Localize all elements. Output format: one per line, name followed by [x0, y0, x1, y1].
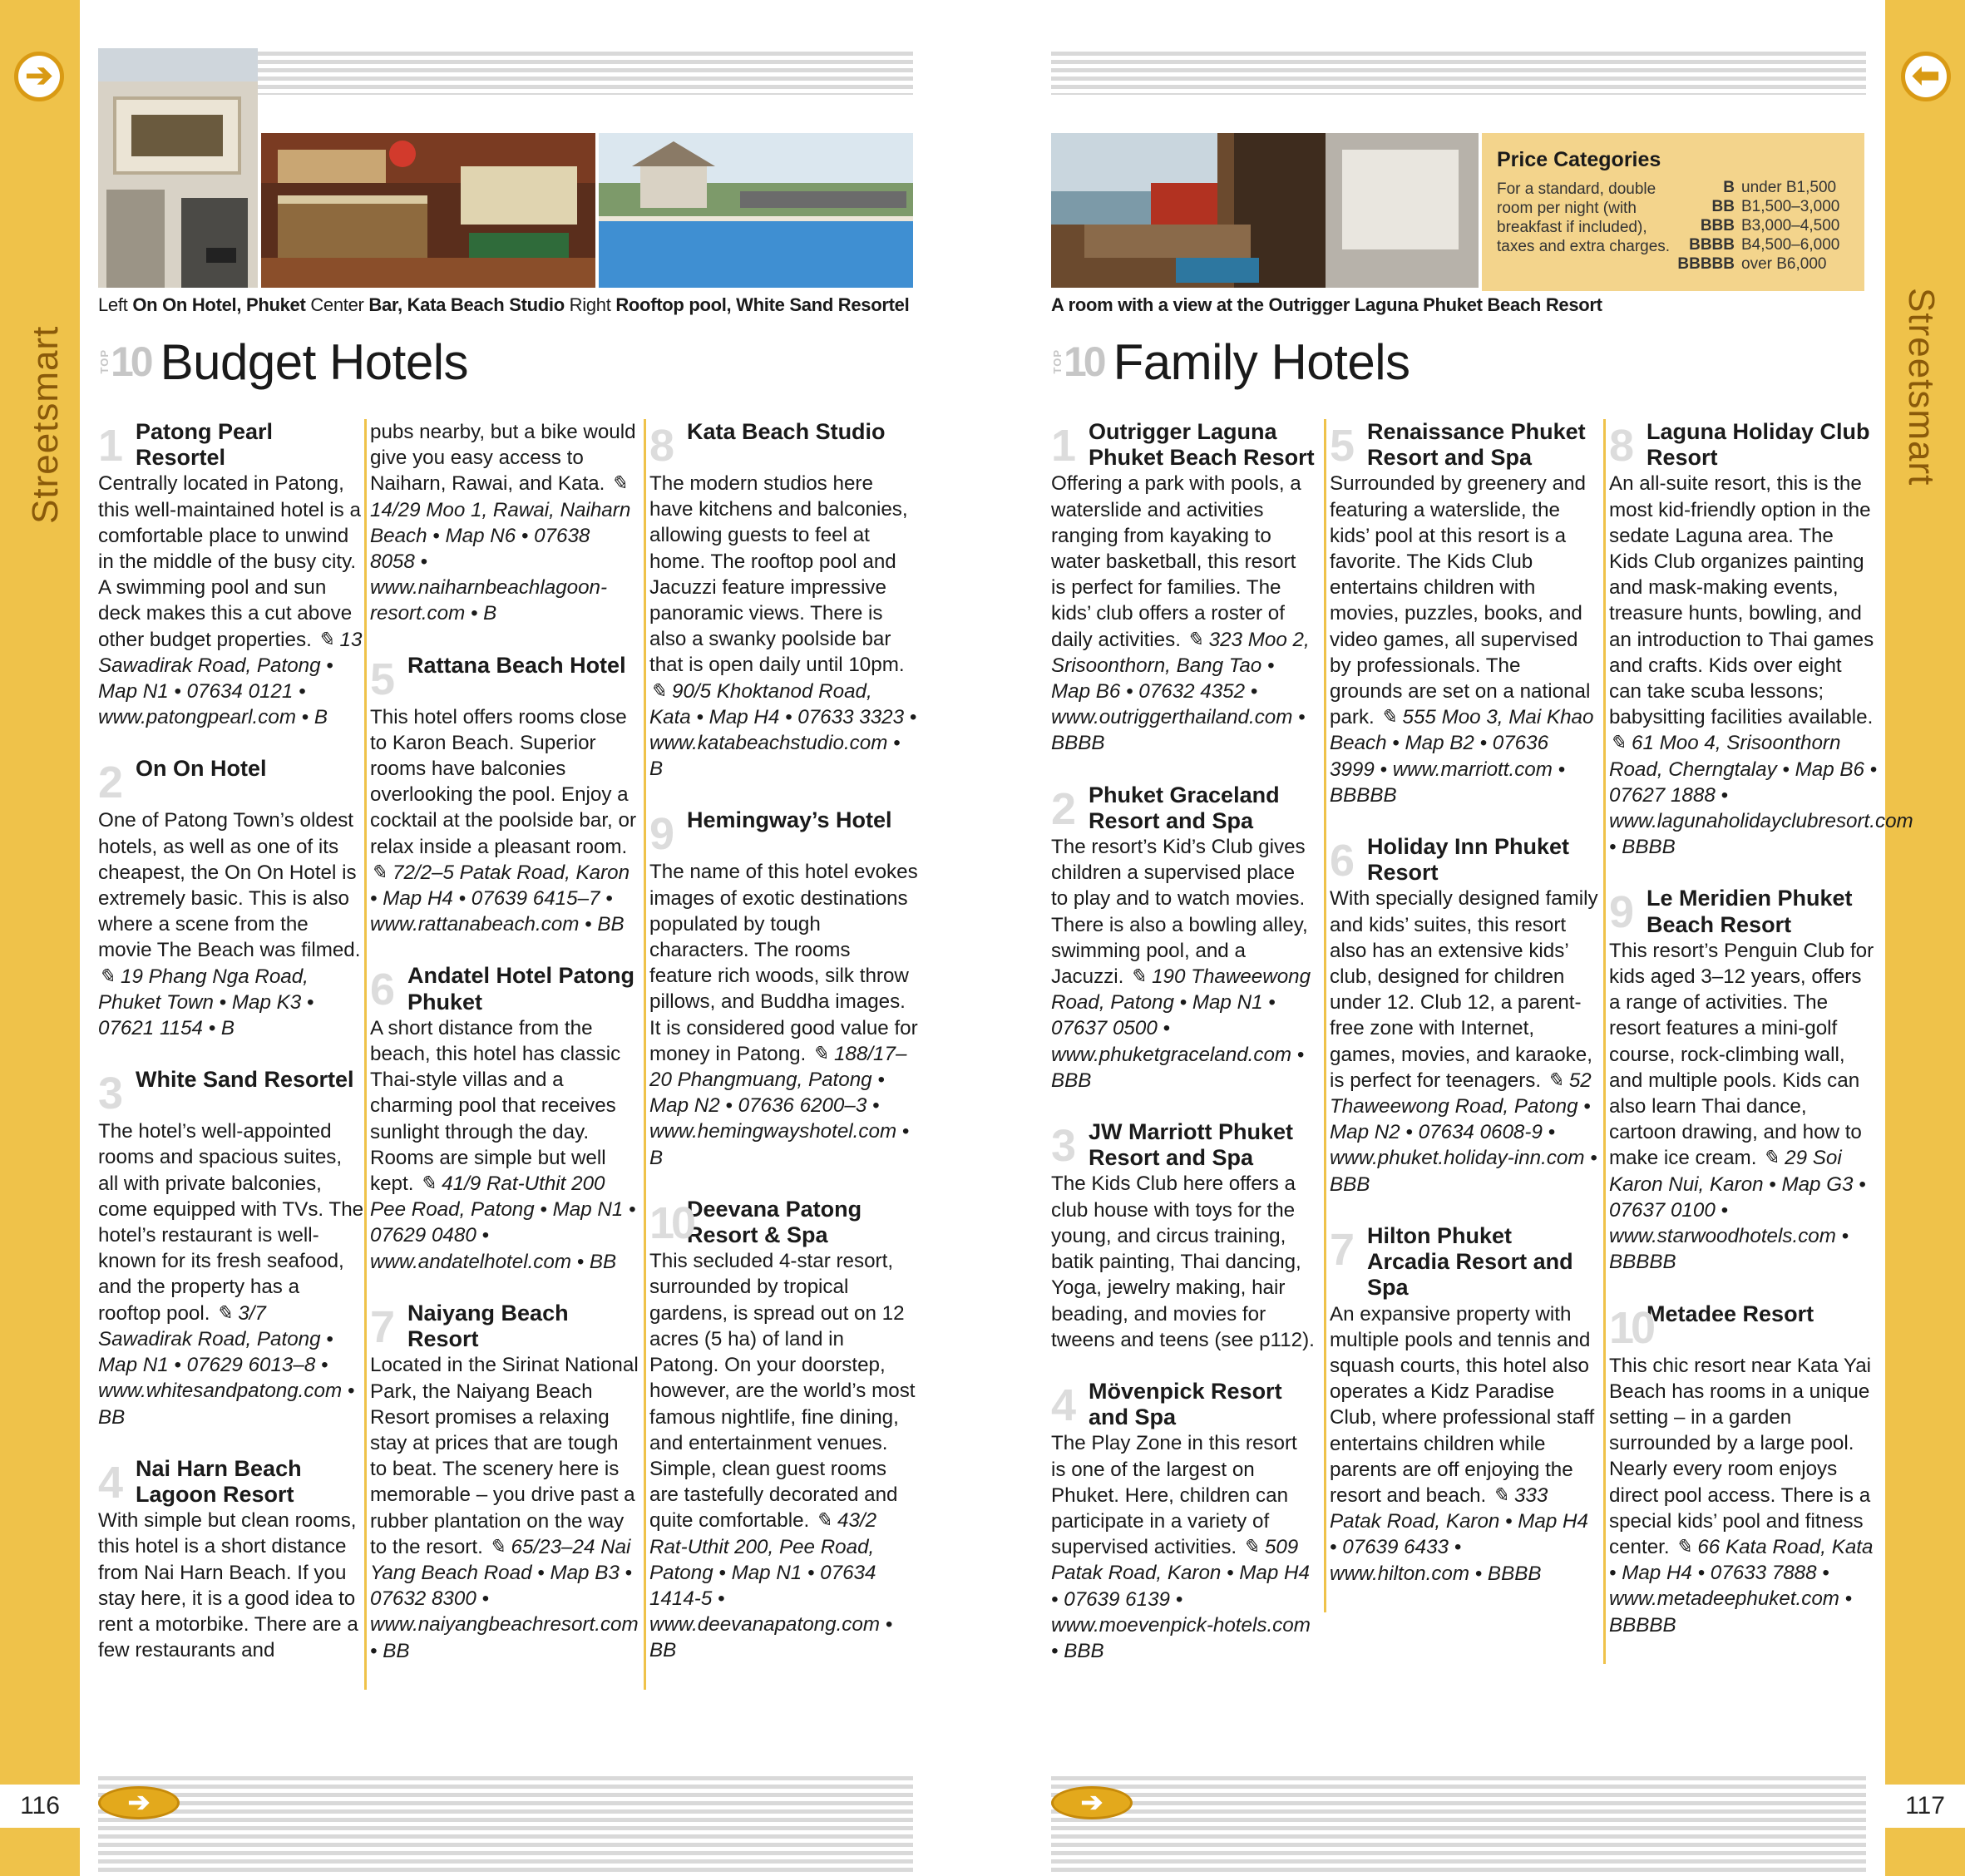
right-photo-caption: A room with a view at the Outrigger Laguna Phuket Beach Resort	[1051, 294, 1602, 315]
hotel-contact: ✎ 509 Patak Road, Karon • Map H4 • 07639 6139 • www.moevenpick-hotels.com • BBB	[1051, 1536, 1311, 1662]
hotel-entry	[649, 419, 918, 782]
hotel-contact: ✎ 66 Kata Road, Kata • Map H4 • 07633 7888 • www.metadeephuket.com • BBBBB	[1609, 1535, 1874, 1637]
hotel-entry	[1330, 419, 1598, 808]
photo-kata-bar	[261, 133, 595, 288]
left-section-title	[98, 331, 468, 392]
footer-arrow-icon-left[interactable]: ➔	[98, 1786, 180, 1819]
entry-number: 1	[1051, 421, 1074, 471]
hotel-contact: ✎ 90/5 Khoktanod Road, Kata • Map H4 • 07633 3323 • www.katabeachstudio.com • B	[649, 679, 917, 781]
entry-number: 10	[649, 1197, 694, 1248]
hotel-name: Hilton Phuket Arcadia Resort and Spa	[1367, 1222, 1573, 1301]
price-table	[1675, 178, 1839, 274]
left-side-tab	[0, 0, 80, 1876]
right-column-2	[1324, 419, 1598, 1612]
hotel-name: Patong Pearl Resortel	[136, 419, 274, 471]
entry-number: 7	[1330, 1224, 1352, 1275]
back-arrow-icon[interactable]: ⬅	[1901, 52, 1951, 101]
hotel-description: This secluded 4-star resort, surrounded by tropical gardens, is spread out on 12 acres (5 ha) of land in Patong. On your doorstep, however, are the world’s most famous nightlife, fine dining, and entertainment venues. Simple, clean guest rooms are tastefully decorated and quite comfortable.	[649, 1250, 916, 1533]
page-number-right: 117	[1885, 1785, 1965, 1828]
hotel-entry	[370, 1301, 639, 1664]
price-description: For a standard, double room per night (with breakfast if included), taxes and extra charges.	[1497, 180, 1671, 255]
entry-number: 9	[649, 809, 672, 860]
page-title: Budget Hotels	[160, 333, 469, 390]
hotel-description: The Play Zone in this resort is one of the largest on Phuket. Here, children can participate in a variety of supervised activities.	[1051, 1432, 1297, 1559]
hotel-contact: ✎ 43/2 Rat-Uthit 200, Pee Road, Patong • Map N1 • 07634 1414-5 • www.deevanapatong.com • BB	[649, 1509, 893, 1662]
price-row: BBBBB over B6,000	[1677, 255, 1827, 273]
entry-number: 6	[1330, 836, 1352, 886]
footer-arrow-icon-right[interactable]: ➔	[1051, 1786, 1133, 1819]
photo-on-on-hotel	[98, 48, 258, 288]
hotel-name: Renaissance Phuket Resort and Spa	[1367, 419, 1586, 471]
hotel-description: Surrounded by greenery and featuring a waterslide, the kids’ pool at this resort is a favorite. The Kids Club entertains children with movies, puzzles, books, and video games, all supervised by professionals. The grounds are set on a national park.	[1330, 472, 1591, 729]
page-number-left: 116	[0, 1785, 80, 1828]
hotel-contact: ✎ 52 Thaweewong Road, Patong • Map N2 • 07634 0608-9 • www.phuket.holiday-inn.com • BBB	[1330, 1069, 1597, 1196]
hotel-name: Laguna Holiday Club Resort	[1647, 419, 1870, 471]
hotel-name: On On Hotel	[136, 756, 267, 782]
top10-logo: TOP 10	[98, 338, 151, 385]
hotel-entry	[98, 1067, 364, 1429]
entry-number: 5	[370, 654, 393, 704]
hotel-entry	[649, 807, 918, 1170]
price-row: BBBB B4,500–6,000	[1689, 236, 1840, 254]
hotel-description: This resort’s Penguin Club for kids aged 3–12 years, offers a range of activities. The resort features a mini-golf course, rock-climbing wall, and multiple pools. Kids can also learn Thai dance, cartoon drawing, and how to make ice cream.	[1609, 939, 1874, 1170]
footer-stripe-left	[98, 1776, 913, 1876]
hotel-name: White Sand Resortel	[136, 1067, 354, 1093]
entry-number: 4	[98, 1457, 121, 1508]
entry-number: 2	[98, 758, 121, 808]
section-label-right: Streetsmart	[1901, 288, 1942, 486]
hotel-description: One of Patong Town’s oldest hotels, as well as one of its cheapest, the On On Hotel is extremely basic. This is also where a scene from the movie The Beach was filmed.	[98, 809, 361, 962]
right-side-tab	[1885, 0, 1965, 1876]
hotel-entry	[98, 756, 364, 1041]
left-column-2	[364, 419, 639, 1690]
hotel-entry	[1609, 1301, 1878, 1638]
hotel-description: The modern studios here have kitchens and balconies, allowing guests to feel at home. The rooftop pool and Jacuzzi feature impressive panoramic views. There is also a swanky poolside bar that is open daily until 10pm.	[649, 472, 908, 677]
hotel-contact: ✎ 61 Moo 4, Srisoonthorn Road, Cherngtalay • Map B6 • 07627 1888 • www.lagunaholidayclubresort.com • BBBB	[1609, 732, 1913, 859]
hotel-contact: ✎ 19 Phang Nga Road, Phuket Town • Map K3 • 07621 1154 • B	[98, 965, 314, 1040]
hotel-name: Nai Harn Beach Lagoon Resort	[136, 1455, 302, 1507]
hotel-contact: ✎ 13 Sawadirak Road, Patong • Map N1 • 07634 0121 • www.patongpearl.com • B	[98, 628, 363, 729]
left-photo-caption: Left On On Hotel, Phuket Center Bar, Kata Beach Studio Right Rooftop pool, White Sand Resortel	[98, 294, 910, 315]
entry-number: 8	[649, 421, 672, 471]
footer-stripe-right	[1051, 1776, 1866, 1876]
hotel-name: Hemingway’s Hotel	[687, 807, 892, 833]
entry-number: 3	[98, 1069, 121, 1119]
entry-number: 1	[98, 421, 121, 471]
hotel-name: Deevana Patong Resort & Spa	[687, 1196, 862, 1248]
hotel-name: Holiday Inn Phuket Resort	[1367, 834, 1570, 886]
price-row: BB B1,500–3,000	[1711, 198, 1840, 215]
hotel-contact: ✎ 555 Moo 3, Mai Khao Beach • Map B2 • 07636 3999 • www.marriott.com • BBBBB	[1330, 706, 1594, 807]
hotel-name: Mövenpick Resort and Spa	[1089, 1378, 1282, 1430]
hotel-description: pubs nearby, but a bike would give you easy access to Naiharn, Rawai, and Kata.	[370, 421, 636, 496]
entry-number: 3	[1051, 1121, 1074, 1172]
hotel-contact: ✎ 190 Thaweewong Road, Patong • Map N1 • 07637 0500 • www.phuketgraceland.com • BBB	[1051, 965, 1311, 1092]
hotel-contact: ✎ 3/7 Sawadirak Road, Patong • Map N1 • 07629 6013–8 • www.whitesandpatong.com • BB	[98, 1301, 355, 1429]
hotel-entry	[1051, 782, 1316, 1094]
hotel-description: An all-suite resort, this is the most kid-friendly option in the sedate Laguna area. The Kids Club organizes painting and mask-making events, treasure hunts, bowling, and an introduction to Thai games and crafts. Kids over eight can take scuba lessons; babysitting facilities available.	[1609, 472, 1874, 729]
hotel-contact: ✎ 29 Soi Karon Nui, Karon • Map G3 • 07637 0100 • www.starwoodhotels.com • BBBBB	[1609, 1147, 1866, 1274]
hotel-contact: ✎ 41/9 Rat-Uthit 200 Pee Road, Patong • Map N1 • 07629 0480 • www.andatelhotel.com • BB	[370, 1172, 636, 1273]
hotel-name: JW Marriott Phuket Resort and Spa	[1089, 1119, 1294, 1171]
price-categories-box	[1482, 133, 1864, 291]
header-stripe-right	[1051, 52, 1866, 95]
hotel-contact: ✎ 323 Moo 2, Srisoonthorn, Bang Tao • Map B6 • 07632 4352 • www.outriggerthailand.com • BBBB	[1051, 628, 1310, 755]
hotel-description: Located in the Sirinat National Park, the Naiyang Beach Resort promises a relaxing stay at prices that are tough to beat. The scenery here is memorable – you drive past a rubber plantation on the way to the resort.	[370, 1354, 639, 1558]
hotel-entry	[370, 653, 639, 938]
section-label-left: Streetsmart	[25, 325, 66, 524]
hotel-name: Outrigger Laguna Phuket Beach Resort	[1089, 419, 1315, 471]
entry-number: 4	[1051, 1380, 1074, 1430]
hotel-contact: ✎ 188/17–20 Phangmuang, Patong • Map N2 • 07636 6200–3 • www.hemingwayshotel.com • B	[649, 1042, 910, 1169]
hotel-name: Naiyang Beach Resort	[407, 1300, 569, 1352]
hotel-description: Centrally located in Patong, this well-maintained hotel is a comfortable place to unwind in the middle of the busy city. A swimming pool and sun deck makes this a cut above other budget properties.	[98, 472, 361, 651]
left-column-3	[644, 419, 918, 1690]
hotel-entry	[1609, 886, 1878, 1275]
hotel-entry	[1051, 1119, 1316, 1353]
hotel-description: The hotel’s well-appointed rooms and spacious suites, all with private balconies, come equipped with TVs. The hotel’s restaurant is well-known for its fresh seafood, and the property has a rooftop pool.	[98, 1120, 364, 1325]
hotel-contact: ✎ 65/23–24 Nai Yang Beach Road • Map B3 • 07632 8300 • www.naiyangbeachresort.com • BB	[370, 1535, 639, 1662]
hotel-contact: ✎ 14/29 Moo 1, Rawai, Naiharn Beach • Map N6 • 07638 8058 • www.naiharnbeachlagoon-resort.com • B	[370, 472, 631, 625]
entry-number: 5	[1330, 421, 1352, 471]
hotel-description: The Kids Club here offers a club house with toys for the young, and circus training, batik painting, Thai dancing, Yoga, jewelry making, hair beading, and movies for tweens and teens (see p112).	[1051, 1172, 1315, 1351]
hotel-description: An expansive property with multiple pools and tennis and squash courts, this hotel also operates a Kidz Paradise Club, where professional staff entertains children while parents are off enjoying the resort and beach.	[1330, 1302, 1595, 1507]
entry-number: 9	[1609, 887, 1632, 938]
entry-number: 8	[1609, 421, 1632, 471]
hotel-entry	[649, 1197, 918, 1664]
hotel-entry	[1609, 419, 1913, 860]
hotel-contact: ✎ 333 Patak Road, Karon • Map H4 • 07639 6433 • www.hilton.com • BBBB	[1330, 1484, 1588, 1585]
hotel-description: The name of this hotel evokes images of exotic destinations populated by tough characters. The rooms feature rich woods, silk throw pillows, and Buddha images. It is considered good value for money in Patong.	[649, 861, 918, 1065]
right-column-3	[1603, 419, 1913, 1664]
price-row: BBB B3,000–4,500	[1700, 217, 1840, 234]
hotel-entry	[1330, 834, 1598, 1197]
right-section-title	[1051, 331, 1410, 392]
hotel-entry	[98, 1456, 364, 1664]
photo-outrigger-room	[1051, 133, 1479, 288]
hotel-contact: ✎ 72/2–5 Patak Road, Karon • Map H4 • 07639 6415–7 • www.rattanabeach.com • BB	[370, 861, 630, 936]
price-title: Price Categories	[1497, 148, 1661, 171]
hotel-description: With simple but clean rooms, this hotel is a short distance from Nai Harn Beach. If you stay here, it is a good idea to rent a motorbike. There are a few restaurants and	[98, 1509, 358, 1662]
hotel-description: A short distance from the beach, this hotel has classic Thai-style villas and a charming pool that receives sunlight through the day. Rooms are simple but well kept.	[370, 1016, 621, 1196]
hotel-entry	[98, 419, 364, 730]
hotel-entry	[1330, 1223, 1598, 1587]
hotel-entry	[370, 963, 639, 1274]
hotel-name: Le Meridien Phuket Beach Resort	[1647, 886, 1853, 937]
entry-number: 6	[370, 965, 393, 1015]
hotel-description: This chic resort near Kata Yai Beach has rooms in a unique setting – in a garden surrounded by a large pool. Nearly every room enjoys direct pool access. There is a special kids’ pool and fitness center.	[1609, 1354, 1872, 1558]
hotel-name: Kata Beach Studio	[687, 419, 886, 444]
header-stripe-left	[258, 52, 913, 95]
top10-logo: TOP 10	[1051, 338, 1103, 385]
hotel-description: The resort’s Kid’s Club gives children a supervised place to play and to watch movies. There is also a bowling alley, swimming pool, and a Jacuzzi.	[1051, 836, 1308, 989]
hotel-name: Phuket Graceland Resort and Spa	[1089, 782, 1280, 833]
hotel-entry	[1051, 419, 1316, 757]
hotel-description: With specially designed family and kids’ suites, this resort also has an extensive kids’ club, designed for children under 12. Club 12, a parent-free zone with Internet, games, movies, and karaoke, is perfect for teenagers.	[1330, 887, 1598, 1092]
price-row: B under B1,500	[1723, 179, 1837, 196]
hotel-entry	[1051, 1379, 1316, 1664]
right-column-1	[1051, 419, 1316, 1690]
entry-number: 2	[1051, 783, 1074, 834]
page-title: Family Hotels	[1113, 333, 1410, 390]
photo-rooftop-pool	[599, 133, 913, 288]
hotel-description: This hotel offers rooms close to Karon Beach. Superior rooms have balconies overlooking the pool. Enjoy a cocktail at the poolside bar, or relax inside a pleasant room.	[370, 705, 636, 858]
left-column-1	[98, 419, 364, 1689]
hotel-name: Andatel Hotel Patong Phuket	[407, 963, 635, 1015]
entry-number: 10	[1609, 1302, 1653, 1353]
entry-number: 7	[370, 1301, 393, 1352]
hotel-description: Offering a park with pools, a waterslide and activities ranging from kayaking to water basketball, this resort is perfect for families. The kids’ club offers a roster of daily activities.	[1051, 472, 1301, 651]
hotel-name: Metadee Resort	[1647, 1301, 1814, 1326]
hotel-name: Rattana Beach Hotel	[407, 652, 626, 678]
next-arrow-icon[interactable]: ➔	[14, 52, 64, 101]
hotel-entry-continued	[370, 419, 639, 627]
